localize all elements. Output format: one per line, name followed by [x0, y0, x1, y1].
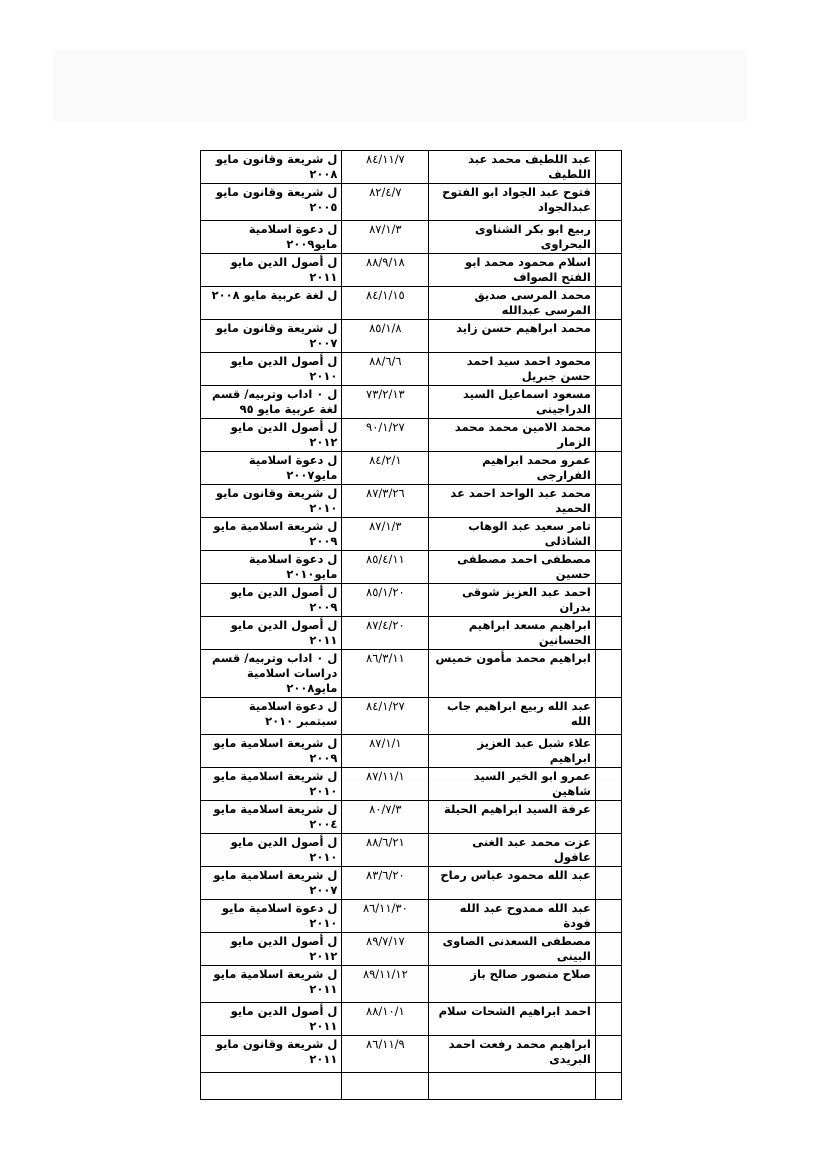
row-marker-cell	[595, 801, 621, 834]
row-marker-cell	[595, 735, 621, 768]
row-marker-cell	[595, 1003, 621, 1036]
row-marker-cell	[595, 353, 621, 386]
row-marker-cell	[595, 386, 621, 419]
row-marker-cell	[595, 617, 621, 650]
degree-cell: ل ٠ اداب وتربيه/ قسم لغة عربية مايو ٩٥	[201, 386, 342, 419]
row-marker-cell	[595, 151, 621, 184]
degree-cell: ل شريعة اسلامية مايو ٢٠٠٩	[201, 735, 342, 768]
table-row	[201, 933, 622, 966]
degree-cell: ل ٠ اداب وتربيه/ قسم دراسات اسلامية مايو٢٠٠٨	[201, 650, 342, 698]
name-cell: فتوح عبد الجواد ابو الفتوح عبدالجواد	[429, 184, 596, 221]
name-cell: محمد الامين محمد محمد الزمار	[429, 419, 596, 452]
row-marker-cell	[595, 834, 621, 867]
name-cell: عمرو ابو الخير السيد شاهين	[429, 768, 596, 801]
table-row	[201, 452, 622, 485]
birth-date-cell: ٨٦/٣/١١	[342, 650, 429, 698]
degree-cell: ل شريعة اسلامية مايو ٢٠٠٧	[201, 867, 342, 900]
table-row	[201, 1036, 622, 1073]
birth-date-cell: ٨٦/١١/٣٠	[342, 900, 429, 933]
name-cell: عبد الله محمود عباس رماح	[429, 867, 596, 900]
name-cell: ابراهيم محمد رفعت احمد البريدى	[429, 1036, 596, 1073]
birth-date-cell: ٨٩/٧/١٧	[342, 933, 429, 966]
page-header-shade	[53, 50, 747, 122]
table-row	[201, 867, 622, 900]
name-cell: ابراهيم مسعد ابراهيم الحسانين	[429, 617, 596, 650]
degree-cell: ل أصول الدين مايو ٢٠١٠	[201, 353, 342, 386]
table-row	[201, 801, 622, 834]
table-row	[201, 320, 622, 353]
birth-date-cell: ٨٨/٩/١٨	[342, 254, 429, 287]
row-marker-cell	[595, 287, 621, 320]
table-row	[201, 151, 622, 184]
name-cell: محمد ابراهيم حسن زايد	[429, 320, 596, 353]
table-row	[201, 518, 622, 551]
row-marker-cell	[595, 933, 621, 966]
row-marker-cell	[595, 518, 621, 551]
birth-date-cell: ٨٤/١/٢٧	[342, 698, 429, 735]
graduates-table	[200, 150, 622, 1100]
birth-date-cell: ٨٧/١/٣	[342, 518, 429, 551]
table-row	[201, 551, 622, 584]
row-marker-cell	[595, 1036, 621, 1073]
name-cell: عبد اللطيف محمد عبد اللطيف	[429, 151, 596, 184]
name-cell: عرفة السيد ابراهيم الحيلة	[429, 801, 596, 834]
empty-cell	[201, 1073, 342, 1100]
name-cell: تامر سعيد عبد الوهاب الشاذلى	[429, 518, 596, 551]
degree-cell: ل أصول الدين مايو ٢٠١٢	[201, 933, 342, 966]
name-cell: مصطفى السعدنى الصاوى البينى	[429, 933, 596, 966]
birth-date-cell: ٨٧/٣/٢٦	[342, 485, 429, 518]
degree-cell: ل شريعة اسلامية مايو ٢٠١٠	[201, 768, 342, 801]
name-cell: عبد الله ربيع ابراهيم جاب الله	[429, 698, 596, 735]
birth-date-cell: ٨٩/١١/١٢	[342, 966, 429, 1003]
birth-date-cell: ٨٨/٦/٢١	[342, 834, 429, 867]
table-row	[201, 221, 622, 254]
row-marker-cell	[595, 452, 621, 485]
table-row	[201, 698, 622, 735]
row-marker-cell	[595, 184, 621, 221]
degree-cell: ل شريعة وقانون مايو ٢٠٠٥	[201, 184, 342, 221]
degree-cell: ل أصول الدين مايو ٢٠١١	[201, 254, 342, 287]
degree-cell: ل دعوة اسلامية مايو٢٠٠٧	[201, 452, 342, 485]
empty-cell	[595, 1073, 621, 1100]
birth-date-cell: ٨٧/١١/١	[342, 768, 429, 801]
table-row	[201, 735, 622, 768]
table-row	[201, 768, 622, 801]
row-marker-cell	[595, 966, 621, 1003]
name-cell: علاء شبل عبد العزيز ابراهيم	[429, 735, 596, 768]
table-row	[201, 287, 622, 320]
birth-date-cell: ٨٥/٤/١١	[342, 551, 429, 584]
birth-date-cell: ٨٤/٢/١	[342, 452, 429, 485]
degree-cell: ل شريعة وقانون مايو ٢٠٠٨	[201, 151, 342, 184]
degree-cell: ل شريعة وقانون مايو ٢٠١١	[201, 1036, 342, 1073]
degree-cell: ل أصول الدين مايو ٢٠١٠	[201, 834, 342, 867]
table-row	[201, 617, 622, 650]
table-row	[201, 900, 622, 933]
birth-date-cell: ٨٨/١٠/١	[342, 1003, 429, 1036]
empty-cell	[429, 1073, 596, 1100]
row-marker-cell	[595, 867, 621, 900]
degree-cell: ل دعوة اسلامية سبتمبر ٢٠١٠	[201, 698, 342, 735]
row-marker-cell	[595, 221, 621, 254]
degree-cell: ل دعوة اسلامية مايو٢٠٠٩	[201, 221, 342, 254]
birth-date-cell: ٨٢/٤/٧	[342, 184, 429, 221]
degree-cell: ل لغة عربية مايو ٢٠٠٨	[201, 287, 342, 320]
row-marker-cell	[595, 650, 621, 698]
degree-cell: ل أصول الدين مايو ٢٠٠٩	[201, 584, 342, 617]
birth-date-cell: ٨٨/٦/٦	[342, 353, 429, 386]
row-marker-cell	[595, 584, 621, 617]
table-row	[201, 834, 622, 867]
row-marker-cell	[595, 485, 621, 518]
birth-date-cell: ٩٠/١/٢٧	[342, 419, 429, 452]
degree-cell: ل أصول الدين مايو ٢٠١٢	[201, 419, 342, 452]
table-row	[201, 485, 622, 518]
name-cell: مصطفى احمد مصطفى حسين	[429, 551, 596, 584]
empty-cell	[342, 1073, 429, 1100]
birth-date-cell: ٨٠/٧/٣	[342, 801, 429, 834]
table-row	[201, 966, 622, 1003]
name-cell: محمد المرسى صديق المرسى عبدالله	[429, 287, 596, 320]
birth-date-cell: ٨٦/١١/٩	[342, 1036, 429, 1073]
table-row-empty	[201, 1073, 622, 1100]
row-marker-cell	[595, 768, 621, 801]
degree-cell: ل شريعة اسلامية مايو ٢٠١١	[201, 966, 342, 1003]
row-marker-cell	[595, 698, 621, 735]
name-cell: عبد الله ممدوح عبد الله فودة	[429, 900, 596, 933]
birth-date-cell: ٨٤/١١/٧	[342, 151, 429, 184]
degree-cell: ل شريعة اسلامية مايو ٢٠٠٩	[201, 518, 342, 551]
row-marker-cell	[595, 320, 621, 353]
birth-date-cell: ٨٣/٦/٢٠	[342, 867, 429, 900]
name-cell: ابراهيم محمد مأمون خميس	[429, 650, 596, 698]
table-row	[201, 1003, 622, 1036]
name-cell: مسعود اسماعيل السيد الدراجينى	[429, 386, 596, 419]
graduates-table-body	[201, 151, 622, 1100]
birth-date-cell: ٧٣/٢/١٣	[342, 386, 429, 419]
table-row	[201, 584, 622, 617]
degree-cell: ل شريعة وقانون مايو ٢٠٠٧	[201, 320, 342, 353]
name-cell: احمد ابراهيم الشحات سلام	[429, 1003, 596, 1036]
table-row	[201, 184, 622, 221]
table-row	[201, 353, 622, 386]
name-cell: ربيع ابو بكر الشناوى البحراوى	[429, 221, 596, 254]
birth-date-cell: ٨٥/١/٢٠	[342, 584, 429, 617]
degree-cell: ل أصول الدين مايو ٢٠١١	[201, 1003, 342, 1036]
table-row	[201, 419, 622, 452]
table-row	[201, 254, 622, 287]
name-cell: صلاح منصور صالح باز	[429, 966, 596, 1003]
name-cell: محمد عبد الواحد احمد عد الحميد	[429, 485, 596, 518]
degree-cell: ل شريعة اسلامية مايو ٢٠٠٤	[201, 801, 342, 834]
name-cell: احمد عبد العزيز شوقى بدران	[429, 584, 596, 617]
birth-date-cell: ٨٧/١/٣	[342, 221, 429, 254]
row-marker-cell	[595, 900, 621, 933]
name-cell: محمود احمد سيد احمد حسن جبريل	[429, 353, 596, 386]
birth-date-cell: ٨٧/١/١	[342, 735, 429, 768]
birth-date-cell: ٨٥/١/٨	[342, 320, 429, 353]
row-marker-cell	[595, 419, 621, 452]
name-cell: عمرو محمد ابراهيم الفرارجى	[429, 452, 596, 485]
degree-cell: ل دعوة اسلامية مايو٢٠١٠	[201, 551, 342, 584]
degree-cell: ل أصول الدين مايو ٢٠١١	[201, 617, 342, 650]
name-cell: اسلام محمود محمد ابو الفتح الصواف	[429, 254, 596, 287]
row-marker-cell	[595, 551, 621, 584]
birth-date-cell: ٨٤/١/١٥	[342, 287, 429, 320]
name-cell: عزت محمد عبد الغنى عافول	[429, 834, 596, 867]
birth-date-cell: ٨٧/٤/٢٠	[342, 617, 429, 650]
degree-cell: ل شريعة وقانون مايو ٢٠١٠	[201, 485, 342, 518]
degree-cell: ل دعوة اسلامية مايو ٢٠١٠	[201, 900, 342, 933]
row-marker-cell	[595, 254, 621, 287]
table-row	[201, 650, 622, 698]
table-row	[201, 386, 622, 419]
